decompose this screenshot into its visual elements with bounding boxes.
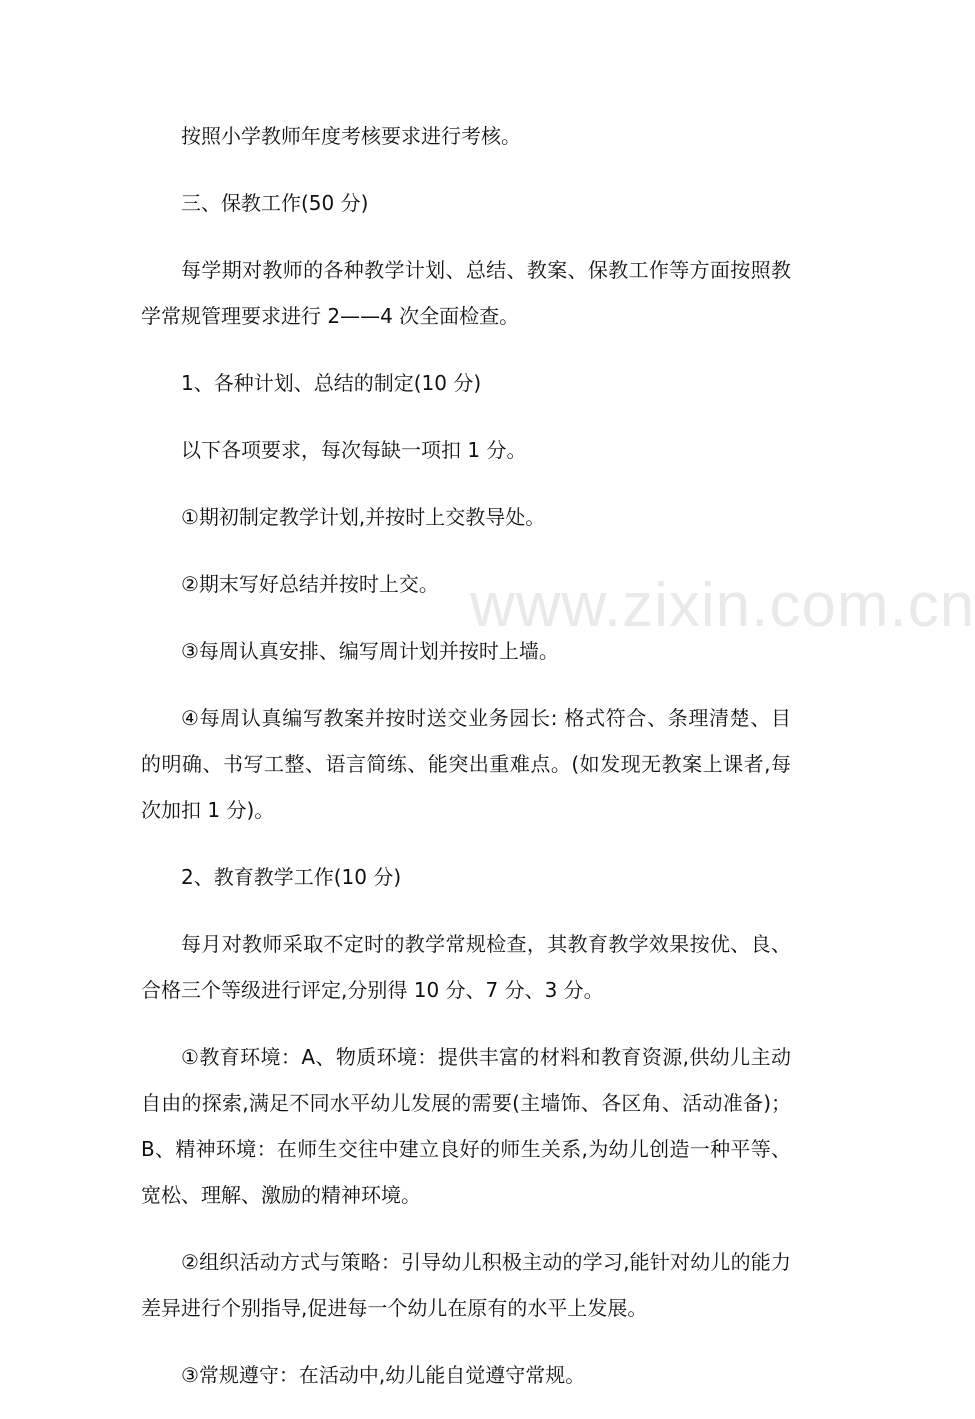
- subsection-heading: 1、各种计划、总结的制定(10 分): [181, 371, 482, 395]
- watermark: www.zixin.com.cn: [470, 571, 975, 640]
- document-body: [141, 113, 791, 1419]
- paragraph: 以下各项要求，每次每缺一项扣 1 分。: [181, 438, 527, 462]
- list-item: ③常规遵守：在活动中,幼儿能自觉遵守常规。: [181, 1363, 586, 1387]
- list-item: ④每周认真编写教案并按时送交业务园长: 格式符合、条理清楚、目的明确、书写工整、语言简练、能突出重难点。(如发现无教案上课者,每次加扣 1 分)。: [141, 706, 791, 822]
- list-item: ③每周认真安排、编写周计划并按时上墙。: [181, 639, 559, 663]
- list-item: ②组织活动方式与策略：引导幼儿积极主动的学习,能针对幼儿的能力差异进行个别指导,促进每一个幼儿在原有的水平上发展。: [141, 1250, 791, 1320]
- section-heading: 三、保教工作(50 分): [181, 191, 369, 215]
- paragraph: 每月对教师采取不定时的教学常规检查，其教育教学效果按优、良、合格三个等级进行评定,分别得 10 分、7 分、3 分。: [141, 932, 791, 1002]
- list-item: ①期初制定教学计划,并按时上交教导处。: [181, 505, 546, 529]
- paragraph: 每学期对教师的各种教学计划、总结、教案、保教工作等方面按照教学常规管理要求进行 2——4 次全面检查。: [141, 258, 791, 328]
- subsection-heading: 2、教育教学工作(10 分): [181, 865, 402, 889]
- list-item: ①教育环境：A、物质环境：提供丰富的材料和教育资源,供幼儿主动自由的探索,满足不同水平幼儿发展的需要(主墙饰、各区角、活动准备)；B、精神环境：在师生交往中建立良好的师生关系,为幼儿创造一种平等、宽松、理解、激励的精神环境。: [141, 1045, 791, 1207]
- paragraph: 按照小学教师年度考核要求进行考核。: [181, 124, 521, 148]
- list-item: ②期末写好总结并按时上交。: [181, 572, 439, 596]
